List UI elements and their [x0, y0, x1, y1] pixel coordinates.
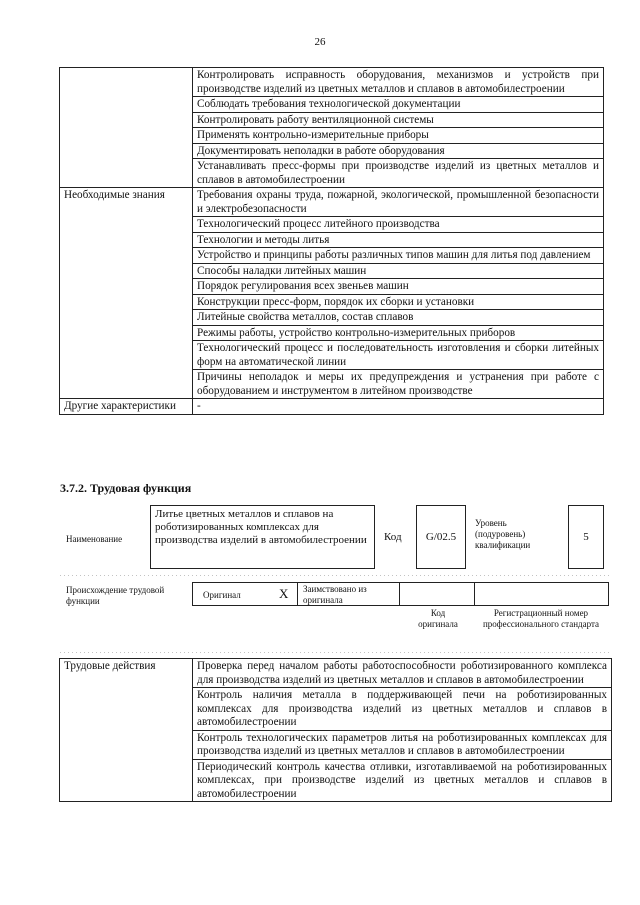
- row-item: Способы наладки литейных машин: [193, 263, 604, 279]
- row-label: Трудовые действия: [60, 659, 193, 802]
- table-row: [60, 659, 612, 688]
- row-item: Периодический контроль качества отливки, изготавливаемой на роботизированных комплексах, при производстве изделий из цветных металлов и сплавов в автомобилестроении: [193, 759, 612, 802]
- function-name-box: [150, 505, 375, 569]
- original-label: Оригинал: [203, 590, 241, 600]
- row-item: Причины неполадок и меры их предупреждения и устранения при работе с оборудованием и инструментом в литейном производстве: [193, 370, 604, 399]
- work-actions-table: [59, 658, 612, 802]
- row-label: [60, 68, 193, 188]
- row-item: Контроль наличия металла в поддерживающей печи на роботизированных комплексах для производства изделий из цветных металлов и сплавов в автомобилестроении: [193, 688, 612, 731]
- row-item: Технологический процесс и последовательность изготовления и сборки литейных форм на автоматической линии: [193, 341, 604, 370]
- dotted-guides: [60, 575, 615, 665]
- row-item: Контроль технологических параметров литья на роботизированных комплексах для производства изделий из цветных металлов и сплавов в автомобилестроении: [193, 730, 612, 759]
- row-item: Технологии и методы литья: [193, 232, 604, 248]
- original-mark: X: [279, 586, 289, 601]
- requirements-table: [59, 67, 604, 415]
- reg-caption: Регистрационный номер профессионального стандарта: [482, 608, 600, 629]
- name-label: Наименование: [66, 534, 123, 544]
- table-row: [60, 68, 604, 97]
- row-item: Порядок регулирования всех звеньев машин: [193, 279, 604, 295]
- row-item: Проверка перед началом работы работоспособности роботизированного комплекса для производства изделий из цветных металлов и сплавов в автомобилестроении: [193, 659, 612, 688]
- level-value: 5: [583, 531, 589, 543]
- code-label: Код: [384, 531, 402, 543]
- code-caption: Код оригинала: [418, 608, 458, 629]
- table-row: [60, 188, 604, 217]
- function-name-value: Литье цветных металлов и сплавов на роботизированных комплексах для производства изделий в автомобилестроении: [155, 508, 367, 546]
- row-label: Другие характеристики: [60, 399, 193, 415]
- row-item: Контролировать работу вентиляционной системы: [193, 112, 604, 128]
- row-item: Технологический процесс литейного производства: [193, 217, 604, 233]
- row-item: Литейные свойства металлов, состав сплавов: [193, 310, 604, 326]
- origin-label: Происхождение трудовой функции: [66, 585, 165, 606]
- level-label: Уровень (подуровень) квалификации: [475, 518, 531, 550]
- row-item: Соблюдать требования технологической документации: [193, 97, 604, 113]
- borrowed-label: Заимствовано из оригинала: [303, 584, 367, 605]
- row-item: Устройство и принципы работы различных типов машин для литья под давлением: [193, 248, 604, 264]
- row-item: Документировать неполадки в работе оборудования: [193, 143, 604, 159]
- level-box: [568, 505, 604, 569]
- table-row: [60, 399, 604, 415]
- row-label: Необходимые знания: [60, 188, 193, 399]
- row-item: Контролировать исправность оборудования, механизмов и устройств при производстве изделий из цветных металлов и сплавов в автомобилестроении: [193, 68, 604, 97]
- row-item: -: [193, 399, 604, 415]
- row-item: Конструкции пресс-форм, порядок их сборки и установки: [193, 294, 604, 310]
- code-value: G/02.5: [425, 531, 457, 543]
- code-box: [416, 505, 466, 569]
- row-item: Режимы работы, устройство контрольно-измерительных приборов: [193, 325, 604, 341]
- row-item: Устанавливать пресс-формы при производстве изделий из цветных металлов и сплавов в автомобилестроении: [193, 159, 604, 188]
- row-item: Применять контрольно-измерительные приборы: [193, 128, 604, 144]
- row-item: Требования охраны труда, пожарной, экологической, промышленной безопасности и электробезопасности: [193, 188, 604, 217]
- page-number: 26: [314, 36, 326, 48]
- section-title: 3.7.2. Трудовая функция: [60, 481, 192, 495]
